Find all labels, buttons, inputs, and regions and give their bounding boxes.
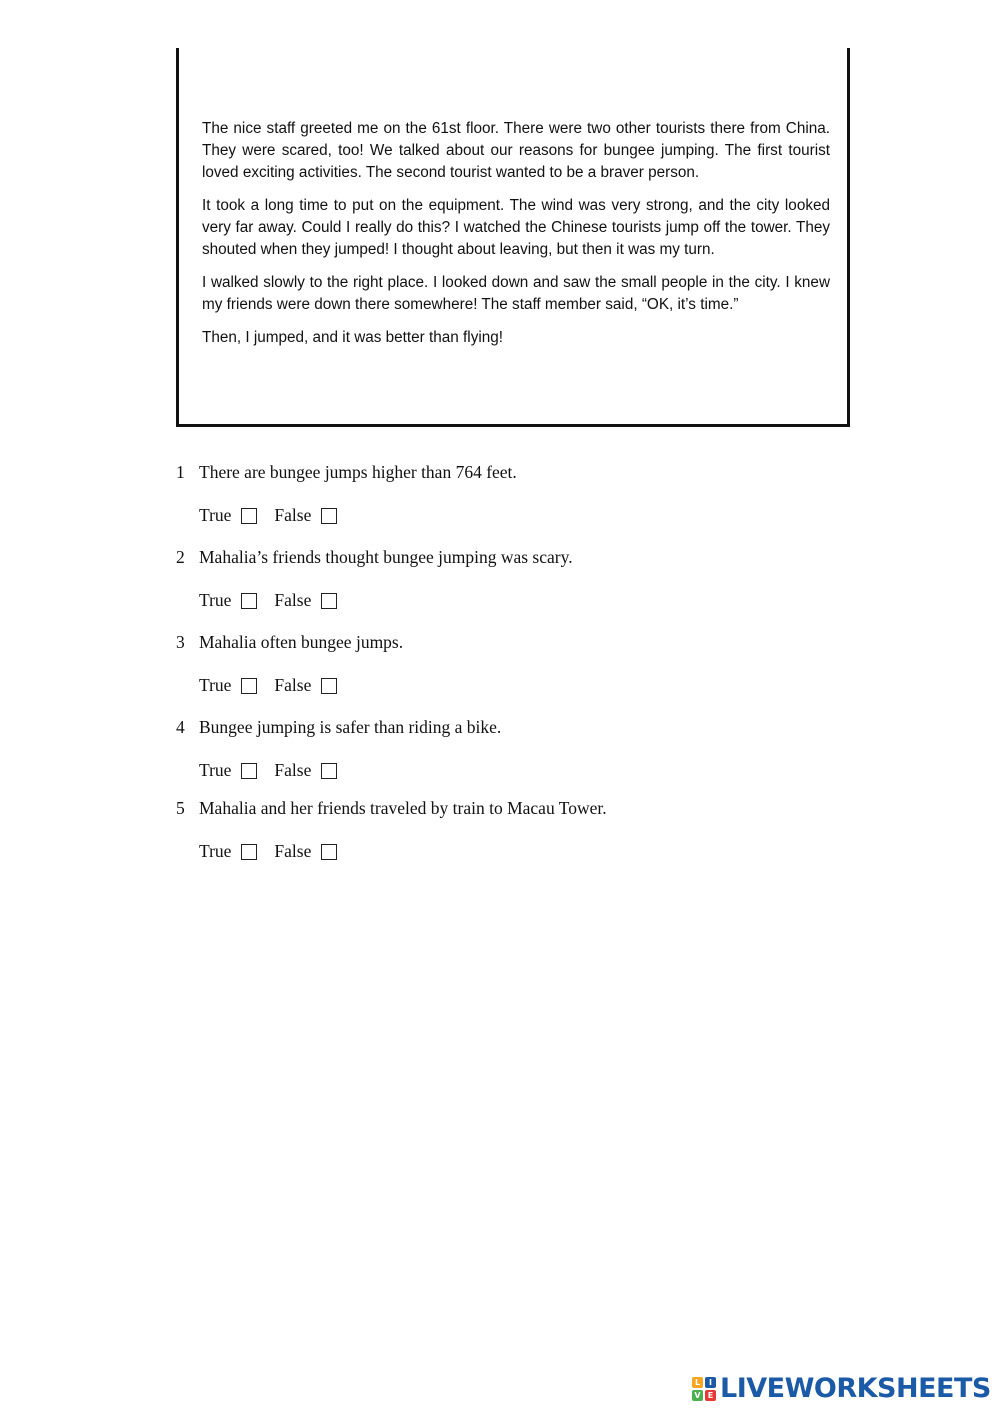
false-label: False [274, 590, 312, 610]
brand-name: LIVEWORKSHEETS [720, 1373, 991, 1404]
question-number: 5 [176, 798, 185, 818]
false-label: False [274, 760, 312, 780]
true-false-questions [176, 462, 876, 883]
true-label: True [199, 590, 232, 610]
logo-tile: V [692, 1390, 703, 1401]
reading-passage-box [176, 48, 850, 427]
true-label: True [199, 505, 232, 525]
answer-options [199, 505, 354, 526]
question-2 [176, 547, 876, 632]
question-number: 4 [176, 717, 185, 737]
question-4 [176, 717, 876, 798]
logo-tile: E [705, 1390, 716, 1401]
answer-options [199, 590, 354, 611]
false-label: False [274, 505, 312, 525]
answer-options [199, 675, 354, 696]
question-text: Bungee jumping is safer than riding a bike. [199, 717, 502, 737]
reading-passage [202, 118, 830, 360]
answer-options [199, 760, 354, 781]
passage-paragraph: The nice staff greeted me on the 61st floor. There were two other tourists there from China. They were scared, too! We talked about our reasons for bungee jumping. The first tourist loved exciting activities. The second tourist wanted to be a braver person. [202, 120, 830, 181]
true-label: True [199, 675, 232, 695]
question-text: Mahalia often bungee jumps. [199, 632, 404, 652]
true-label: True [199, 760, 232, 780]
question-number: 2 [176, 547, 185, 567]
question-1 [176, 462, 876, 547]
true-checkbox[interactable] [241, 763, 257, 779]
passage-paragraph: I walked slowly to the right place. I looked down and saw the small people in the city. I knew my friends were down there somewhere! The staff member said, “OK, it’s time.” [202, 274, 830, 313]
question-number: 3 [176, 632, 185, 652]
false-checkbox[interactable] [321, 763, 337, 779]
answer-options [199, 841, 354, 862]
logo-tile: L [692, 1377, 703, 1388]
true-checkbox[interactable] [241, 508, 257, 524]
logo-tile: I [705, 1377, 716, 1388]
true-checkbox[interactable] [241, 844, 257, 860]
false-checkbox[interactable] [321, 844, 337, 860]
false-checkbox[interactable] [321, 678, 337, 694]
passage-paragraph: It took a long time to put on the equipment. The wind was very strong, and the city looked very far away. Could I really do this? I watched the Chinese tourists jump off the tower. They shouted when they jumped! I thought about leaving, but then it was my turn. [202, 197, 830, 258]
false-label: False [274, 675, 312, 695]
false-checkbox[interactable] [321, 508, 337, 524]
question-3 [176, 632, 876, 717]
true-checkbox[interactable] [241, 593, 257, 609]
liveworksheets-logo-icon [692, 1377, 716, 1401]
question-text: Mahalia and her friends traveled by train to Macau Tower. [199, 798, 607, 818]
question-number: 1 [176, 462, 185, 482]
false-checkbox[interactable] [321, 593, 337, 609]
passage-paragraph: Then, I jumped, and it was better than flying! [202, 329, 504, 346]
true-label: True [199, 841, 232, 861]
question-text: Mahalia’s friends thought bungee jumping was scary. [199, 547, 573, 567]
true-checkbox[interactable] [241, 678, 257, 694]
false-label: False [274, 841, 312, 861]
question-text: There are bungee jumps higher than 764 feet. [199, 462, 517, 482]
liveworksheets-brand [692, 1374, 991, 1404]
question-5 [176, 798, 876, 883]
